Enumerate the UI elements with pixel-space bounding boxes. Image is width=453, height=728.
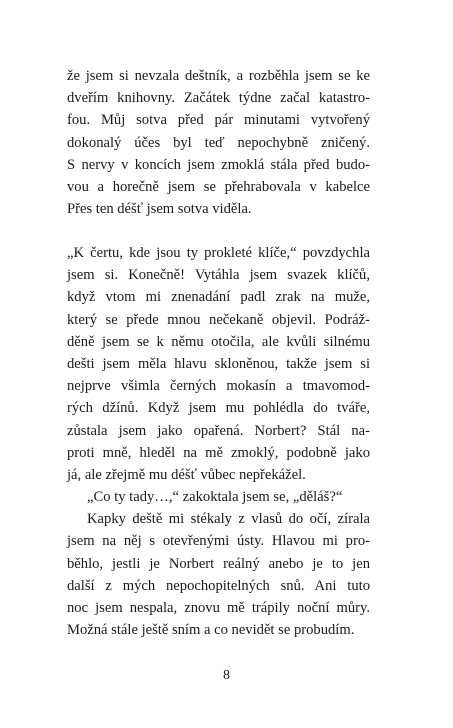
paragraph-1 xyxy=(67,65,370,220)
text-line: když vtom mi znenadání padl zrak na muže, xyxy=(67,289,370,306)
text-line: dokonalý účes byl teď nepochybně zničený. xyxy=(67,134,370,151)
text-line: zůstala jsem jako opařená. Norbert? Stál na- xyxy=(67,422,370,439)
text-line: „K čertu, kde jsou ty prokleté klíče,“ povzdychla xyxy=(67,245,370,261)
text-line: že jsem si nevzala deštník, a rozběhla jsem se ke xyxy=(67,68,370,84)
text-line: já, ale zřejmě mu déšť vůbec nepřekážel. xyxy=(67,466,306,483)
paragraph-2 xyxy=(67,242,370,641)
text-line: nejprve všimla černých mokasín a tmavomod- xyxy=(67,378,370,395)
text-line: Kapky deště mi stékaly z vlasů do očí, zírala xyxy=(87,511,370,528)
text-line: běhlo, jestli je Norbert reálný anebo je to jen xyxy=(67,555,370,572)
text-line: dešti jsem měla hlavu skloněnou, takže jsem si xyxy=(67,355,370,372)
text-line: Možná stále ještě sním a co nevidět se probudím. xyxy=(67,622,355,639)
text-line: vou a horečně jsem se přehrabovala v kabelce xyxy=(67,178,370,195)
text-line: „Co ty tady…,“ zakoktala jsem se, „děláš?“ xyxy=(87,489,343,506)
text-line: jsem na něj s otevřenými ústy. Hlavou mi pro- xyxy=(67,533,370,550)
text-line: další z mých nepochopitelných snů. Ani tuto xyxy=(67,577,370,594)
text-line: fou. Můj sotva před pár minutami vytvořený xyxy=(67,112,370,129)
text-line: S nervy v koncích jsem zmoklá stála před budo- xyxy=(67,156,370,173)
text-line: jsem si. Konečně! Vytáhla jsem svazek klíčů, xyxy=(67,267,370,284)
text-line: který se přede mnou nečekaně objevil. Podráž- xyxy=(67,311,370,328)
text-line: dveřím knihovny. Začátek týdne začal katastro- xyxy=(67,90,370,107)
text-line: děně jsem se k němu otočila, ale kvůli silnému xyxy=(67,333,370,350)
page-number: 8 xyxy=(223,668,230,683)
text-line: rých džínů. Když jsem mu pohlédla do tváře, xyxy=(67,400,370,417)
text-line: proti mně, hleděl na mě zmoklý, podobně jako xyxy=(67,444,370,461)
text-line: Přes ten déšť jsem sotva viděla. xyxy=(67,201,252,218)
text-line: noc jsem nespala, znovu mě trápily noční můry. xyxy=(67,600,370,616)
